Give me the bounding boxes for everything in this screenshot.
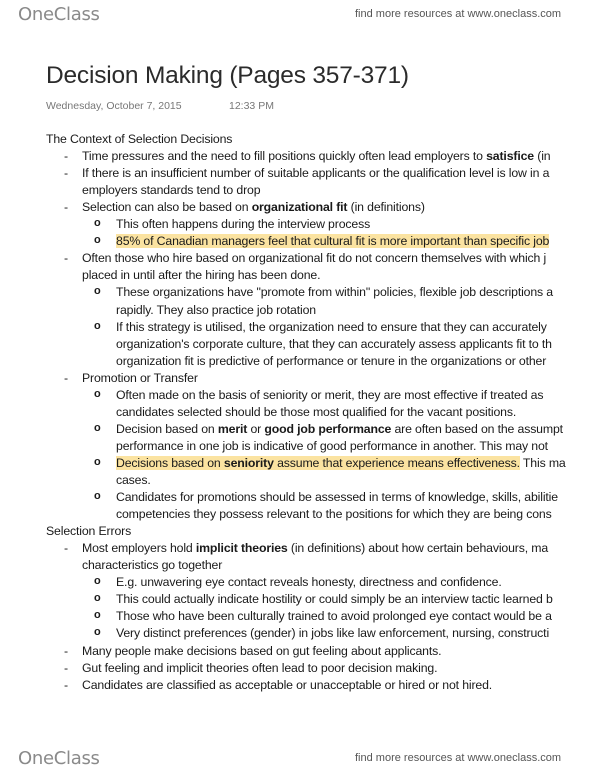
line-text: or — [247, 421, 265, 436]
line-text: Selection Errors — [46, 524, 132, 539]
text-line — [116, 353, 546, 370]
resources-link-footer[interactable]: find more resources at www.oneclass.com — [355, 752, 562, 764]
line-text: Often made on the basis of seniority or merit, they are most effective if treated as — [116, 387, 544, 402]
line-text: characteristics go together — [82, 558, 223, 573]
bullet-item — [116, 387, 543, 404]
page-title: Decision Making (Pages 357-371) — [46, 62, 409, 89]
highlighted-text: seniority — [223, 455, 274, 470]
bullet-item — [116, 574, 502, 591]
line-text: If this strategy is utilised, the organization need to ensure that they can accurately — [116, 319, 547, 334]
line-text: These organizations have "promote from within" policies, flexible job descriptions a — [116, 285, 553, 300]
text-line — [46, 523, 131, 540]
resources-link[interactable]: find more resources at www.oneclass.com — [355, 8, 562, 20]
highlighted-text: assume that experience means effectiveness. — [273, 455, 520, 470]
line-text: (in definitions) about how certain behaviours, ma — [287, 541, 549, 556]
line-text: placed in until after the hiring has been done. — [82, 268, 321, 283]
line-text: Candidates for promotions should be assessed in terms of knowledge, skills, abilitie — [116, 490, 558, 505]
bold-term: implicit theories — [195, 541, 288, 556]
bullet-item — [82, 660, 437, 677]
bullet-item — [116, 625, 549, 642]
line-text: Decision based on — [116, 421, 218, 436]
bullet-item — [82, 677, 492, 694]
note-date: Wednesday, October 7, 2015 — [46, 100, 182, 112]
line-text: Often those who hire based on organizational fit do not concern themselves with which j — [82, 251, 547, 266]
highlighted-text: 85% of Canadian managers feel that cultural fit is more important than specific job — [116, 234, 550, 249]
text-line — [82, 182, 260, 199]
line-text: This ma — [519, 455, 566, 470]
text-line — [116, 336, 552, 353]
bullet-item — [116, 216, 370, 233]
line-text: Time pressures and the need to fill positions quickly often lead employers to — [82, 149, 487, 164]
note-body — [0, 131, 595, 731]
line-text: Candidates are classified as acceptable or unacceptable or hired or not hired. — [82, 677, 493, 692]
line-text: Promotion or Transfer — [82, 370, 198, 385]
line-text: employers standards tend to drop — [82, 183, 261, 198]
line-text: performance in one job is indicative of good performance in another. This may not — [116, 438, 548, 453]
page-footer — [0, 740, 595, 770]
line-text: The Context of Selection Decisions — [46, 132, 233, 146]
line-text: Many people make decisions based on gut feeling about applicants. — [82, 643, 442, 658]
line-text: Those who have been culturally trained to avoid prolonged eye contact would be a — [116, 609, 552, 624]
bullet-item — [82, 199, 425, 216]
line-text: (in definitions) — [347, 200, 425, 215]
bullet-item — [82, 250, 546, 267]
line-text: If there is an insufficient number of suitable applicants or the qualification level is low in a — [82, 166, 550, 181]
page-header — [0, 0, 595, 30]
bold-term: organizational fit — [251, 200, 348, 215]
bullet-item — [82, 148, 550, 165]
text-line — [82, 557, 222, 574]
bold-term: good job performance — [264, 421, 392, 436]
bullet-item — [116, 489, 558, 506]
line-text: competencies they possess relevant to the positions for which they are being cons — [116, 507, 552, 522]
text-line — [116, 302, 316, 319]
bullet-item — [116, 591, 553, 608]
line-text: Gut feeling and implicit theories often lead to poor decision making. — [82, 660, 438, 675]
bullet-item — [116, 608, 552, 625]
bullet-item — [82, 370, 198, 387]
bullet-item — [116, 319, 547, 336]
line-text: Very distinct preferences (gender) in jobs like law enforcement, nursing, constructi — [116, 626, 550, 641]
bold-term: merit — [217, 421, 248, 436]
line-text: are often based on the assumpt — [391, 421, 563, 436]
line-text: Most employers hold — [82, 541, 196, 556]
line-text: cases. — [116, 473, 151, 487]
bullet-item — [82, 165, 549, 182]
text-line — [116, 404, 516, 421]
line-text: This could actually indicate hostility or could simply be an interview tactic learned b — [116, 592, 553, 607]
text-line — [116, 506, 552, 523]
line-text: candidates selected should be those most qualified for the vacant positions. — [116, 404, 517, 419]
line-text: Selection can also be based on — [82, 200, 252, 215]
bullet-item — [82, 540, 548, 557]
bullet-item — [116, 455, 566, 472]
note-timestamp — [46, 100, 274, 112]
oneclass-logo-footer[interactable]: OneClass — [18, 748, 100, 769]
line-text: This often happens during the interview process — [116, 217, 371, 232]
note-time: 12:33 PM — [229, 100, 274, 112]
line-text: E.g. unwavering eye contact reveals honesty, directness and confidence. — [116, 575, 502, 590]
highlighted-text: Decisions based on — [116, 455, 224, 470]
bold-term: satisfice — [486, 149, 534, 164]
line-text: organization fit is predictive of performance or tenure in the organizations or other — [116, 353, 547, 368]
bullet-item — [116, 284, 553, 301]
oneclass-logo[interactable]: OneClass — [18, 4, 100, 25]
text-line — [82, 267, 320, 284]
bullet-item — [116, 421, 563, 438]
text-line — [116, 438, 548, 455]
bullet-item — [116, 233, 549, 250]
text-line — [46, 131, 232, 148]
line-text: organization's corporate culture, that they can accurately assess applicants fit to th — [116, 336, 552, 351]
bullet-item — [82, 643, 441, 660]
line-text: rapidly. They also practice job rotation — [116, 302, 316, 317]
text-line — [116, 472, 151, 489]
line-text: (in — [533, 149, 551, 164]
